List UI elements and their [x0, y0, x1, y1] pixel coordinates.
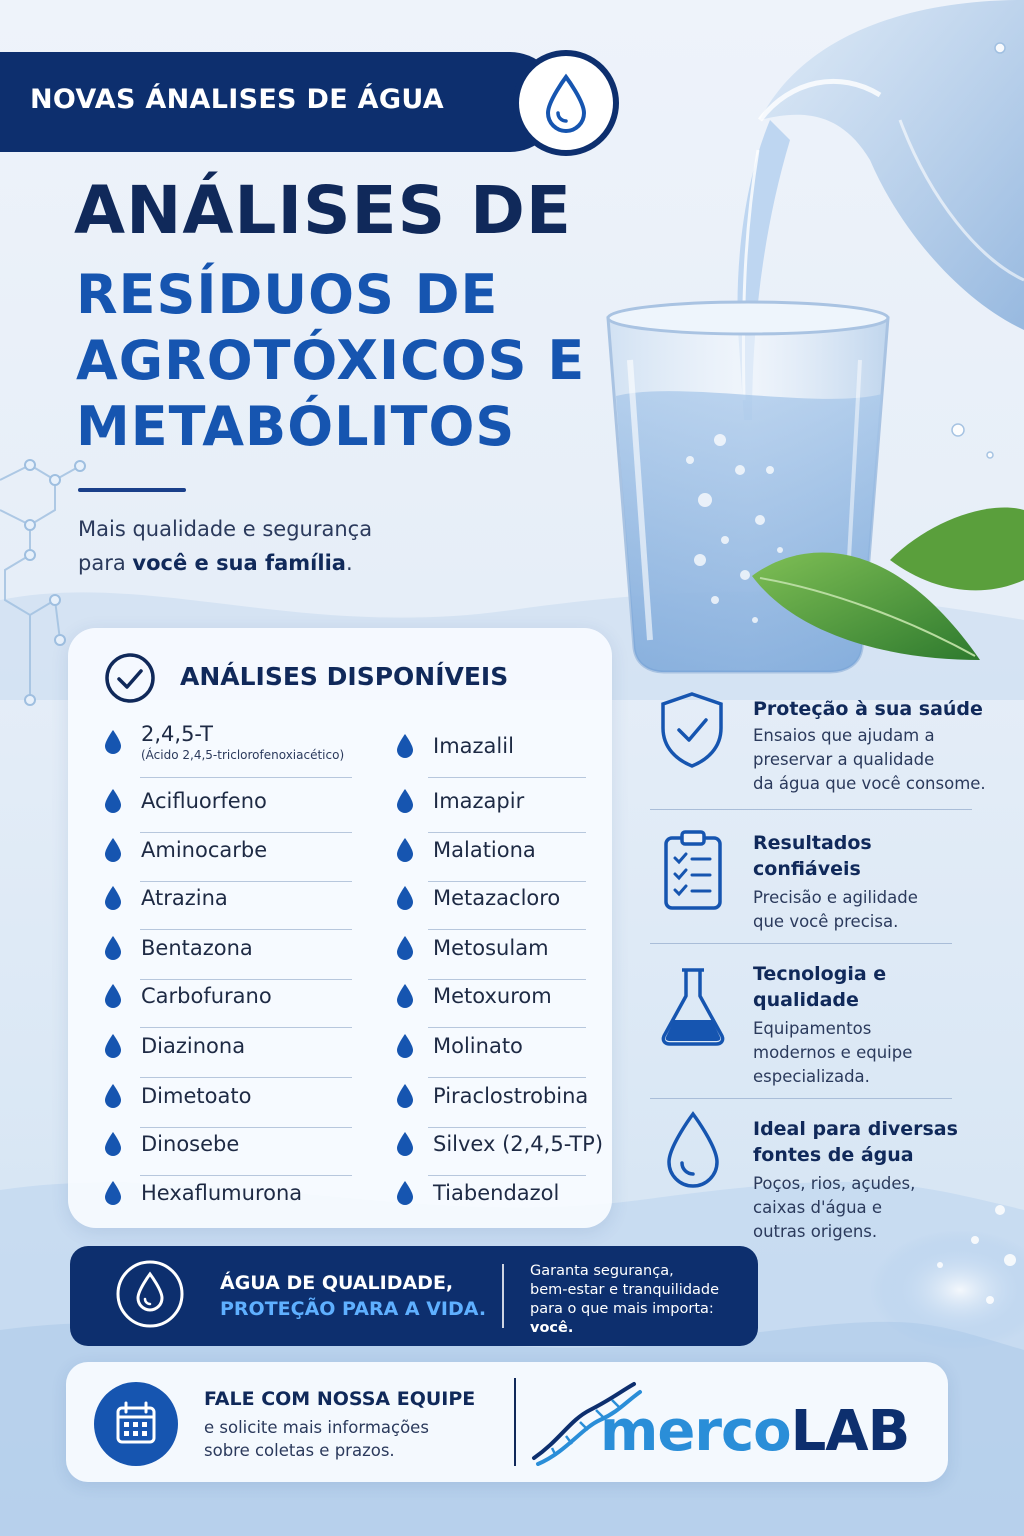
analysis-separator	[428, 1027, 586, 1028]
analysis-name: Atrazina	[141, 886, 228, 910]
tagline	[78, 512, 372, 580]
analysis-separator	[428, 777, 586, 778]
feature-title-line-2: fontes de água	[753, 1144, 914, 1166]
water-drop-icon	[395, 885, 415, 911]
water-drop-icon	[114, 1258, 186, 1330]
page-subtitle-heading	[76, 262, 585, 460]
feature-body-line: preservar a qualidade	[753, 750, 935, 769]
contact-body	[204, 1416, 429, 1462]
water-drop-icon	[103, 1033, 123, 1059]
analysis-name: Metazacloro	[433, 886, 561, 910]
clipboard-checklist-icon	[660, 828, 726, 916]
contact-divider	[514, 1378, 516, 1466]
quality-title: ÁGUA DE QUALIDADE,	[220, 1272, 454, 1294]
analysis-item	[103, 983, 272, 1009]
feature-separator	[650, 1098, 952, 1099]
analysis-name: Piraclostrobina	[433, 1084, 589, 1108]
feature-title	[753, 1116, 958, 1168]
lab-flask-icon	[658, 964, 728, 1052]
water-drop-icon	[395, 1033, 415, 1059]
analysis-separator	[428, 1175, 586, 1176]
feature-separator	[650, 943, 952, 944]
analysis-separator	[428, 1127, 586, 1128]
analysis-name: 2,4,5-T	[141, 722, 213, 746]
banner-drop-badge	[513, 50, 619, 156]
analysis-item	[103, 935, 253, 961]
check-circle-icon	[104, 652, 156, 704]
headline-line-2: RESÍDUOS DE	[76, 263, 499, 326]
analysis-item	[103, 722, 344, 762]
analysis-item	[395, 733, 514, 759]
feature-title-line-2: qualidade	[753, 989, 859, 1011]
feature-body-line: modernos e equipe	[753, 1043, 913, 1062]
analysis-name: Molinato	[433, 1034, 523, 1058]
water-drop-icon	[103, 729, 123, 755]
tagline-line-2	[78, 546, 372, 580]
analysis-separator	[140, 832, 352, 833]
feature-body-line: Precisão e agilidade	[753, 888, 918, 907]
analysis-item	[103, 885, 228, 911]
tagline-line-1: Mais qualidade e segurança	[78, 517, 373, 541]
analysis-name: Hexaflumurona	[141, 1181, 303, 1205]
feature-separator	[650, 809, 972, 810]
analysis-item	[395, 983, 552, 1009]
feature-body	[753, 886, 918, 934]
analysis-text-group	[141, 722, 344, 762]
feature-body	[753, 724, 986, 796]
analyses-heading: ANÁLISES DISPONÍVEIS	[180, 662, 509, 691]
page-title: ANÁLISES DE	[74, 172, 573, 249]
logo-part-1: merco	[600, 1399, 791, 1464]
analysis-item	[395, 935, 549, 961]
analysis-item	[395, 1180, 559, 1206]
analysis-separator	[140, 1127, 352, 1128]
analysis-separator	[428, 1077, 586, 1078]
feature-body-line: que você precisa.	[753, 912, 899, 931]
water-drop-icon	[103, 1131, 123, 1157]
water-drop-icon	[395, 1180, 415, 1206]
water-drop-icon	[395, 837, 415, 863]
contact-title: FALE COM NOSSA EQUIPE	[204, 1388, 476, 1410]
water-drop-icon	[103, 788, 123, 814]
feature-body-line: Ensaios que ajudam a	[753, 726, 935, 745]
feature-title	[753, 696, 983, 722]
analysis-name: Diazinona	[141, 1034, 246, 1058]
quality-body-line-3: para o que mais importa:	[530, 1301, 714, 1317]
feature-body-line: especializada.	[753, 1067, 870, 1086]
water-drop-icon	[103, 1180, 123, 1206]
tagline-prefix: para	[78, 551, 133, 575]
tagline-bold: você e sua família	[132, 551, 346, 575]
feature-body	[753, 1172, 915, 1244]
analysis-item	[395, 1083, 588, 1109]
headline-line-4: METABÓLITOS	[76, 395, 516, 458]
quality-body-line-2: bem-estar e tranquilidade	[530, 1282, 720, 1298]
feature-title-line-2: confiáveis	[753, 858, 861, 880]
calendar-icon	[94, 1382, 178, 1466]
analysis-item	[103, 788, 267, 814]
analysis-name: Carbofurano	[141, 984, 272, 1008]
analysis-separator	[140, 881, 352, 882]
analysis-separator	[428, 929, 586, 930]
analysis-item	[103, 1033, 245, 1059]
water-drop-icon	[103, 983, 123, 1009]
feature-title	[753, 961, 886, 1013]
water-drop-icon	[103, 935, 123, 961]
quality-title-2: PROTEÇÃO PARA A VIDA.	[220, 1298, 487, 1320]
feature-title-line-1: Resultados	[753, 832, 872, 854]
analysis-name: Bentazona	[141, 936, 253, 960]
banner-title: NOVAS ÁNALISES DE ÁGUA	[30, 84, 444, 115]
analysis-item	[103, 1083, 251, 1109]
analysis-name: Malationa	[433, 838, 536, 862]
water-drop-icon	[395, 1083, 415, 1109]
water-drop-icon	[395, 935, 415, 961]
analysis-separator	[140, 1027, 352, 1028]
feature-body-line: da água que você consome.	[753, 774, 986, 793]
feature-body-line: Poços, rios, açudes,	[753, 1174, 916, 1193]
feature-body-line: caixas d'água e	[753, 1198, 883, 1217]
water-drop-icon	[103, 1083, 123, 1109]
analysis-item	[103, 1180, 302, 1206]
analysis-name: Dinosebe	[141, 1132, 240, 1156]
quality-body-line-1: Garanta segurança,	[530, 1263, 674, 1279]
water-drop-icon	[395, 983, 415, 1009]
feature-body	[753, 1017, 912, 1089]
analysis-name: Silvex (2,4,5-TP)	[433, 1132, 604, 1156]
analysis-name: Imazapir	[433, 789, 525, 813]
analysis-item	[103, 837, 267, 863]
analysis-item	[395, 837, 536, 863]
quality-divider	[502, 1264, 504, 1328]
feature-body-line: Equipamentos	[753, 1019, 872, 1038]
water-drop-icon	[395, 788, 415, 814]
analysis-separator	[140, 929, 352, 930]
analysis-name: Metosulam	[433, 936, 549, 960]
analysis-name: Acifluorfeno	[141, 789, 267, 813]
title-divider	[78, 488, 186, 492]
analysis-separator	[428, 979, 586, 980]
feature-body-line: outras origens.	[753, 1222, 878, 1241]
tagline-suffix: .	[345, 551, 353, 575]
quality-body-bold: você.	[530, 1320, 574, 1336]
analysis-separator	[140, 1077, 352, 1078]
analysis-separator	[140, 979, 352, 980]
analysis-item	[395, 788, 524, 814]
feature-title-line-1: Ideal para diversas	[753, 1118, 958, 1140]
analysis-item	[395, 885, 560, 911]
water-drop-icon	[663, 1110, 723, 1194]
logo-part-2: LAB	[790, 1399, 910, 1464]
quality-body-line-4	[530, 1319, 740, 1338]
feature-title-line-1: Tecnologia e	[753, 963, 887, 985]
headline-line-3: AGROTÓXICOS E	[76, 329, 586, 392]
analysis-name: Aminocarbe	[141, 838, 268, 862]
contact-body-line-1: e solicite mais informações	[204, 1418, 429, 1437]
water-drop-icon	[542, 73, 590, 133]
water-drop-icon	[395, 1131, 415, 1157]
feature-title	[753, 830, 872, 882]
water-drop-icon	[395, 733, 415, 759]
contact-body-line-2: sobre coletas e prazos.	[204, 1441, 395, 1460]
analysis-item	[103, 1131, 239, 1157]
water-drop-icon	[103, 837, 123, 863]
analysis-name: Imazalil	[433, 734, 514, 758]
analysis-name: Tiabendazol	[433, 1181, 560, 1205]
analysis-note: (Ácido 2,4,5-triclorofenoxiacético)	[141, 748, 345, 762]
quality-body	[530, 1262, 740, 1338]
mercolab-logo	[600, 1399, 910, 1464]
feature-title-line-1: Proteção à sua saúde	[753, 698, 983, 720]
analysis-item	[395, 1033, 523, 1059]
analysis-separator	[140, 777, 352, 778]
analysis-separator	[428, 832, 586, 833]
analysis-name: Metoxurom	[433, 984, 552, 1008]
shield-check-icon	[657, 690, 727, 774]
analysis-separator	[428, 881, 586, 882]
analysis-separator	[140, 1175, 352, 1176]
water-drop-icon	[103, 885, 123, 911]
analysis-item	[395, 1131, 603, 1157]
analysis-name: Dimetoato	[141, 1084, 252, 1108]
